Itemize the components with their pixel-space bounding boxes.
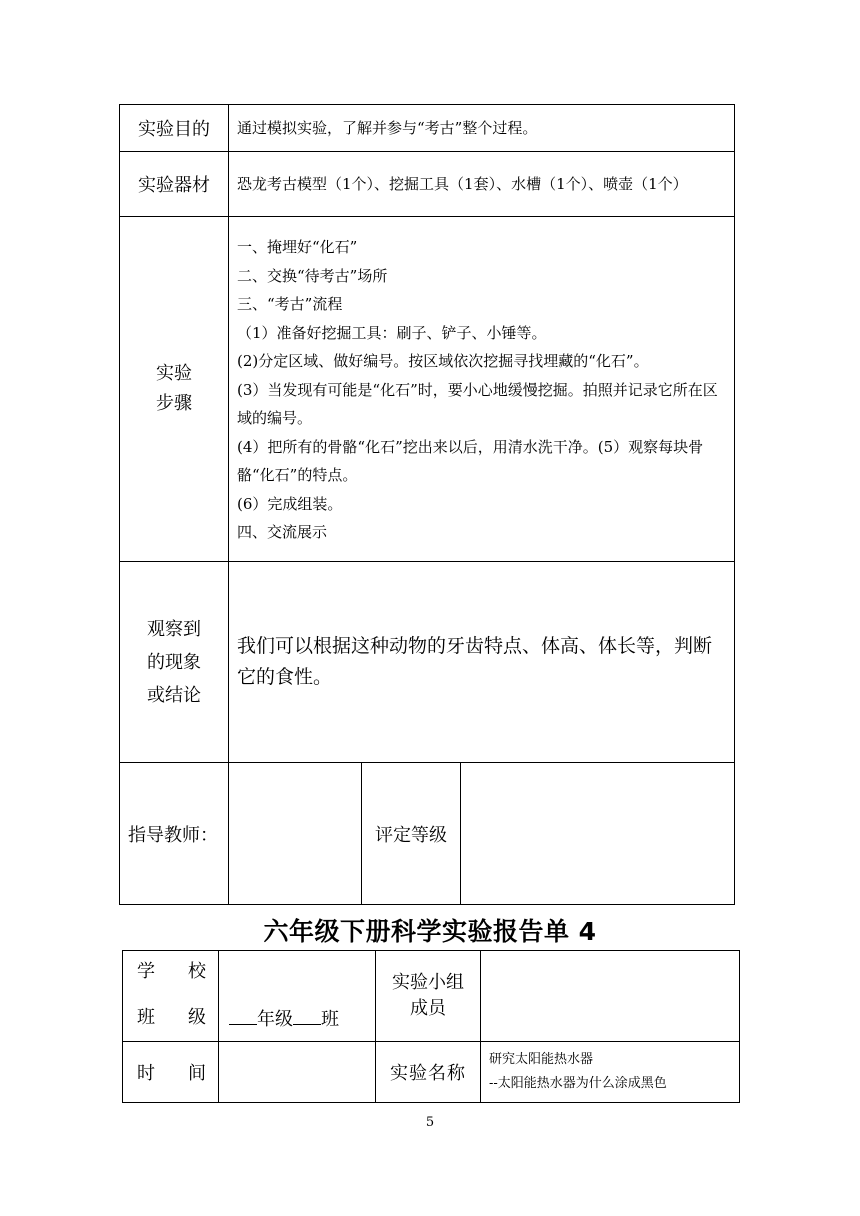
steps-label-line2: 步骤 [156, 393, 192, 414]
report-title: 六年级下册科学实验报告单 4 [263, 917, 597, 946]
steps-label-line1: 实验 [156, 363, 192, 384]
name-label: 实验名称 [376, 1042, 481, 1103]
school-label-a: 学 [137, 961, 155, 982]
step-item: (6）完成组装。 [237, 494, 343, 513]
observation-label-line3: 或结论 [147, 684, 201, 706]
step-item: (2)分定区域、做好编号。按区域依次挖掘寻找埋藏的“化石”。 [237, 352, 649, 371]
observation-label-line2: 的现象 [147, 651, 201, 673]
grade-year-text: 年级 [257, 1009, 293, 1030]
group-label-line1: 实验小组 [392, 972, 464, 993]
grade-class-text: 班 [321, 1009, 339, 1030]
time-label-b: 间 [188, 1063, 206, 1084]
observation-label [120, 562, 229, 763]
page-number: 5 [425, 1115, 435, 1130]
school-class-labels [123, 951, 219, 1042]
name-value [481, 1042, 740, 1103]
steps-label [120, 217, 229, 562]
report-header-table [122, 950, 740, 1103]
steps-list [229, 217, 735, 562]
time-label-a: 时 [137, 1063, 155, 1084]
group-members-value[interactable] [481, 951, 740, 1042]
step-item: 二、交换“待考古”场所 [237, 266, 388, 285]
class-label-b: 级 [188, 1007, 206, 1028]
step-item: (3）当发现有可能是“化石”时，要小心地缓慢挖掘。拍照并记录它所在区域的编号。 [237, 380, 718, 428]
time-label [123, 1042, 219, 1103]
materials-label: 实验器材 [120, 152, 229, 217]
purpose-text: 通过模拟实验，了解并参与“考古”整个过程。 [229, 105, 735, 152]
name-line2: --太阳能热水器为什么涂成黑色 [489, 1076, 667, 1091]
observation-label-line1: 观察到 [147, 618, 201, 640]
grade-value[interactable] [461, 763, 735, 905]
group-label-line2: 成员 [410, 998, 446, 1019]
name-line1: 研究太阳能热水器 [489, 1052, 594, 1067]
step-item: （1）准备好挖掘工具：刷子、铲子、小锤等。 [237, 323, 547, 342]
grade-label: 评定等级 [362, 763, 461, 905]
step-item: 四、交流展示 [237, 523, 328, 542]
step-item: (4）把所有的骨骼“化石”挖出来以后，用清水洗干净。(5）观察每块骨骼“化石”的特点。 [237, 437, 704, 485]
materials-text: 恐龙考古模型（1个）、挖掘工具（1套）、水槽（1个）、喷壶（1个） [229, 152, 735, 217]
step-item: 一、掩埋好“化石” [237, 238, 358, 257]
class-blank[interactable] [293, 1006, 321, 1025]
grade-blank[interactable] [229, 1006, 257, 1025]
class-label-a: 班 [137, 1007, 155, 1028]
group-label [376, 951, 481, 1042]
experiment-report-table [119, 104, 735, 905]
step-item: 三、“考古”流程 [237, 295, 343, 314]
teacher-value[interactable] [229, 763, 362, 905]
purpose-label: 实验目的 [120, 105, 229, 152]
time-value[interactable] [219, 1042, 376, 1103]
grade-class-field[interactable] [219, 951, 376, 1042]
school-label-b: 校 [188, 961, 206, 982]
observation-text: 我们可以根据这种动物的牙齿特点、体高、体长等，判断它的食性。 [229, 562, 735, 763]
teacher-label: 指导教师： [120, 763, 229, 905]
